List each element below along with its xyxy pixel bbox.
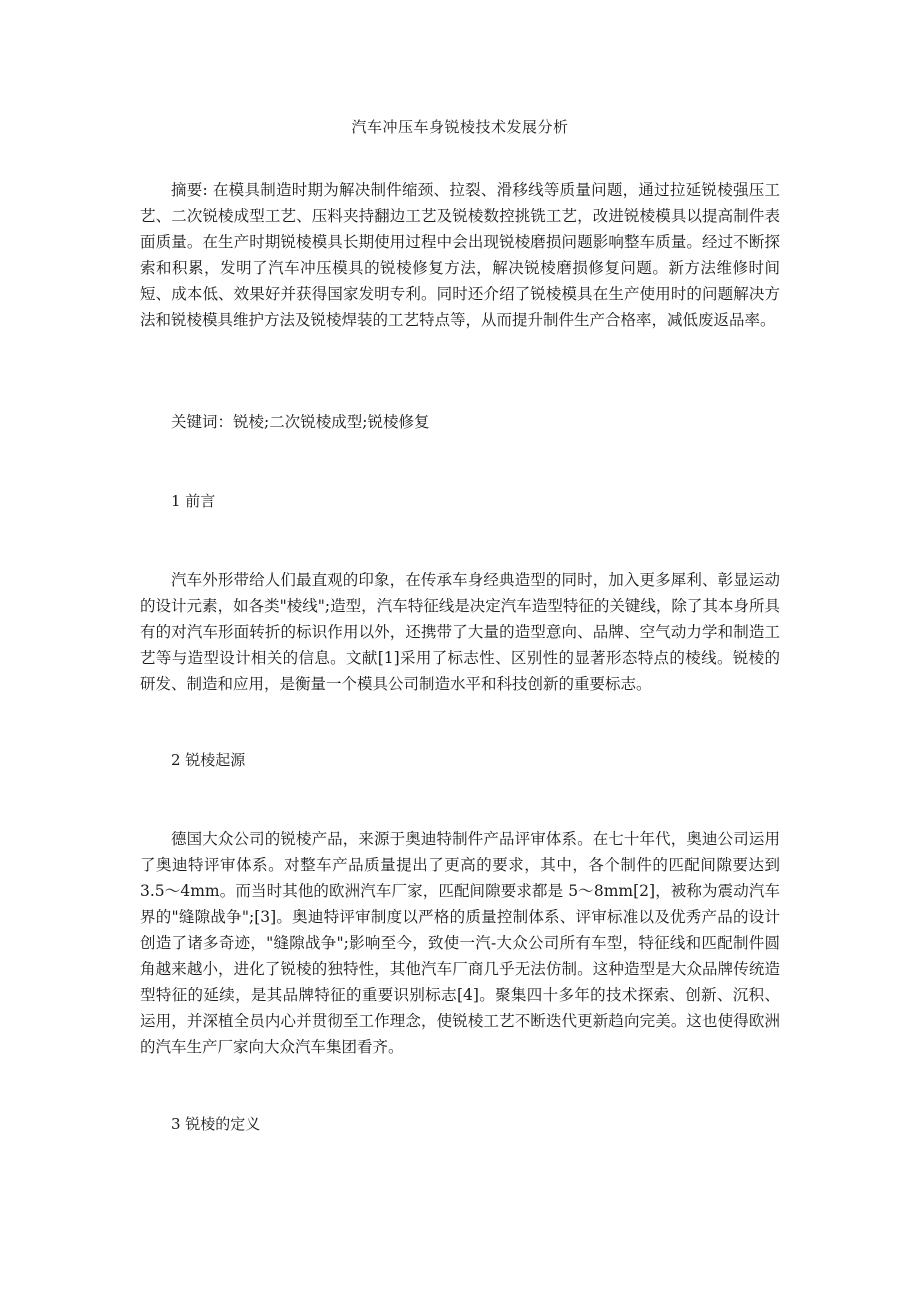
section-body-origin: 德国大众公司的锐棱产品，来源于奥迪特制件产品评审体系。在七十年代，奥迪公司运用了奥迪特评审体系。对整车产品质量提出了更高的要求，其中，各个制件的匹配间隙要达到 3.5～4mm。而当时其他的欧洲汽车厂家，匹配间隙要求都是 5～8mm[2]，被称为震动汽车界的"缝隙战争";[3]。奥迪特评审制度以严格的质量控制体系、评审标准以及优秀产品的设计创造了诸多奇迹，"缝隙战争";影响至今，致使一汽-大众公司所有车型，特征线和匹配制件圆角越来越小，进化了锐棱的独特性，其他汽车厂商几乎无法仿制。这种造型是大众品牌传统造型特征的延续，是其品牌特征的重要识别标志[4]。聚集四十多年的技术探索、创新、沉积、运用，并深植全员内心并贯彻至工作理念，使锐棱工艺不断迭代更新趋向完美。这也使得欧洲的汽车生产厂家向大众汽车集团看齐。 xyxy=(140,830,780,1056)
document-title: 汽车冲压车身锐棱技术发展分析 xyxy=(351,118,569,136)
keywords-line: 关键词：锐棱;二次锐棱成型;锐棱修复 xyxy=(171,413,430,431)
section-heading-origin: 2 锐棱起源 xyxy=(171,751,246,769)
section-heading-definition: 3 锐棱的定义 xyxy=(171,1115,261,1133)
section-body-introduction: 汽车外形带给人们最直观的印象，在传承车身经典造型的同时，加入更多犀利、彰显运动的设计元素，如各类"棱线";造型，汽车特征线是决定汽车造型特征的关键线，除了其本身所具有的对汽车形面转折的标识作用以外，还携带了大量的造型意向、品牌、空气动力学和制造工艺等与造型设计相关的信息。文献[1]采用了标志性、区别性的显著形态特点的棱线。锐棱的研发、制造和应用，是衡量一个模具公司制造水平和科技创新的重要标志。 xyxy=(140,571,780,693)
section-heading-introduction: 1 前言 xyxy=(171,492,216,510)
abstract-paragraph: 摘要: 在模具制造时期为解决制件缩颈、拉裂、滑移线等质量问题，通过拉延锐棱强压工艺、二次锐棱成型工艺、压料夹持翻边工艺及锐棱数控挑铣工艺，改进锐棱模具以提高制件表面质量。在生产时期锐棱模具长期使用过程中会出现锐棱磨损问题影响整车质量。经过不断探索和积累，发明了汽车冲压模具的锐棱修复方法，解决锐棱磨损修复问题。新方法维修时间短、成本低、效果好并获得国家发明专利。同时还介绍了锐棱模具在生产使用时的问题解决方法和锐棱模具维护方法及锐棱焊装的工艺特点等，从而提升制件生产合格率，减低废返品率。 xyxy=(140,181,780,329)
